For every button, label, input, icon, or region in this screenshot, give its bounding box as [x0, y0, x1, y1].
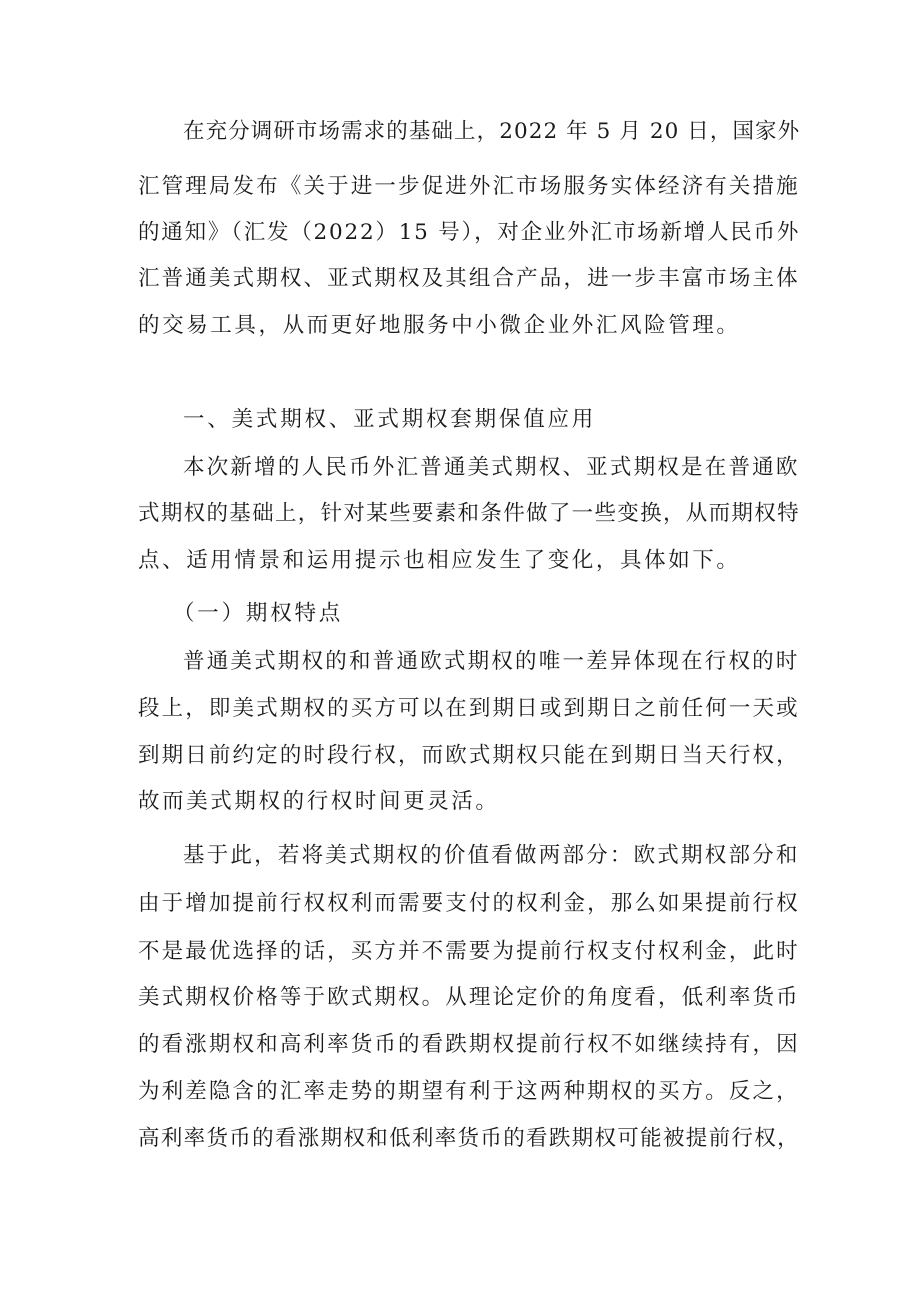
para2-line-4: 故而美式期权的行权时间更灵活。 [138, 789, 500, 814]
para3-line-1: 基于此，若将美式期权的价值看做两部分：欧式期权部分和 [183, 843, 800, 868]
intro-line-2: 汇管理局发布《关于进一步促进外汇市场服务实体经济有关措施 [138, 174, 800, 199]
para2-line-2: 段上，即美式期权的买方可以在到期日或到期日之前任何一天或 [138, 696, 800, 721]
intro-line-1: 在充分调研市场需求的基础上，2022 年 5 月 20 日，国家外 [183, 119, 801, 144]
section1-line-3: 点、适用情景和运用提示也相应发生了变化，具体如下。 [138, 548, 741, 573]
para3-line-7: 高利率货币的看涨期权和低利率货币的看跌期权可能被提前行权， [138, 1126, 800, 1151]
intro-line-4: 汇普通美式期权、亚式期权及其组合产品，进一步丰富市场主体 [138, 266, 800, 291]
section-heading: 一、美式期权、亚式期权套期保值应用 [183, 407, 597, 432]
section1-line-2: 式期权的基础上，针对某些要素和条件做了一些变换，从而期权特 [138, 501, 800, 526]
subheading: （一）期权特点 [173, 601, 344, 626]
section1-line-1: 本次新增的人民币外汇普通美式期权、亚式期权是在普通欧 [183, 455, 800, 480]
para3-line-2: 由于增加提前行权权利而需要支付的权利金，那么如果提前行权 [138, 891, 800, 916]
para3-line-4: 美式期权价格等于欧式期权。从理论定价的角度看，低利率货币 [138, 985, 800, 1010]
para2-line-3: 到期日前约定的时段行权，而欧式期权只能在到期日当天行权， [138, 743, 800, 768]
para2-line-1: 普通美式期权的和普通欧式期权的唯一差异体现在行权的时 [183, 649, 800, 674]
intro-line-5: 的交易工具，从而更好地服务中小微企业外汇风险管理。 [138, 313, 741, 338]
intro-line-3: 的通知》（汇发（2022）15 号），对企业外汇市场新增人民币外 [138, 220, 801, 245]
para3-line-6: 为利差隐含的汇率走势的期望有利于这两种期权的买方。反之， [138, 1079, 800, 1104]
para3-line-3: 不是最优选择的话，买方并不需要为提前行权支付权利金，此时 [138, 939, 800, 964]
para3-line-5: 的看涨期权和高利率货币的看跌期权提前行权不如继续持有，因 [138, 1032, 800, 1057]
